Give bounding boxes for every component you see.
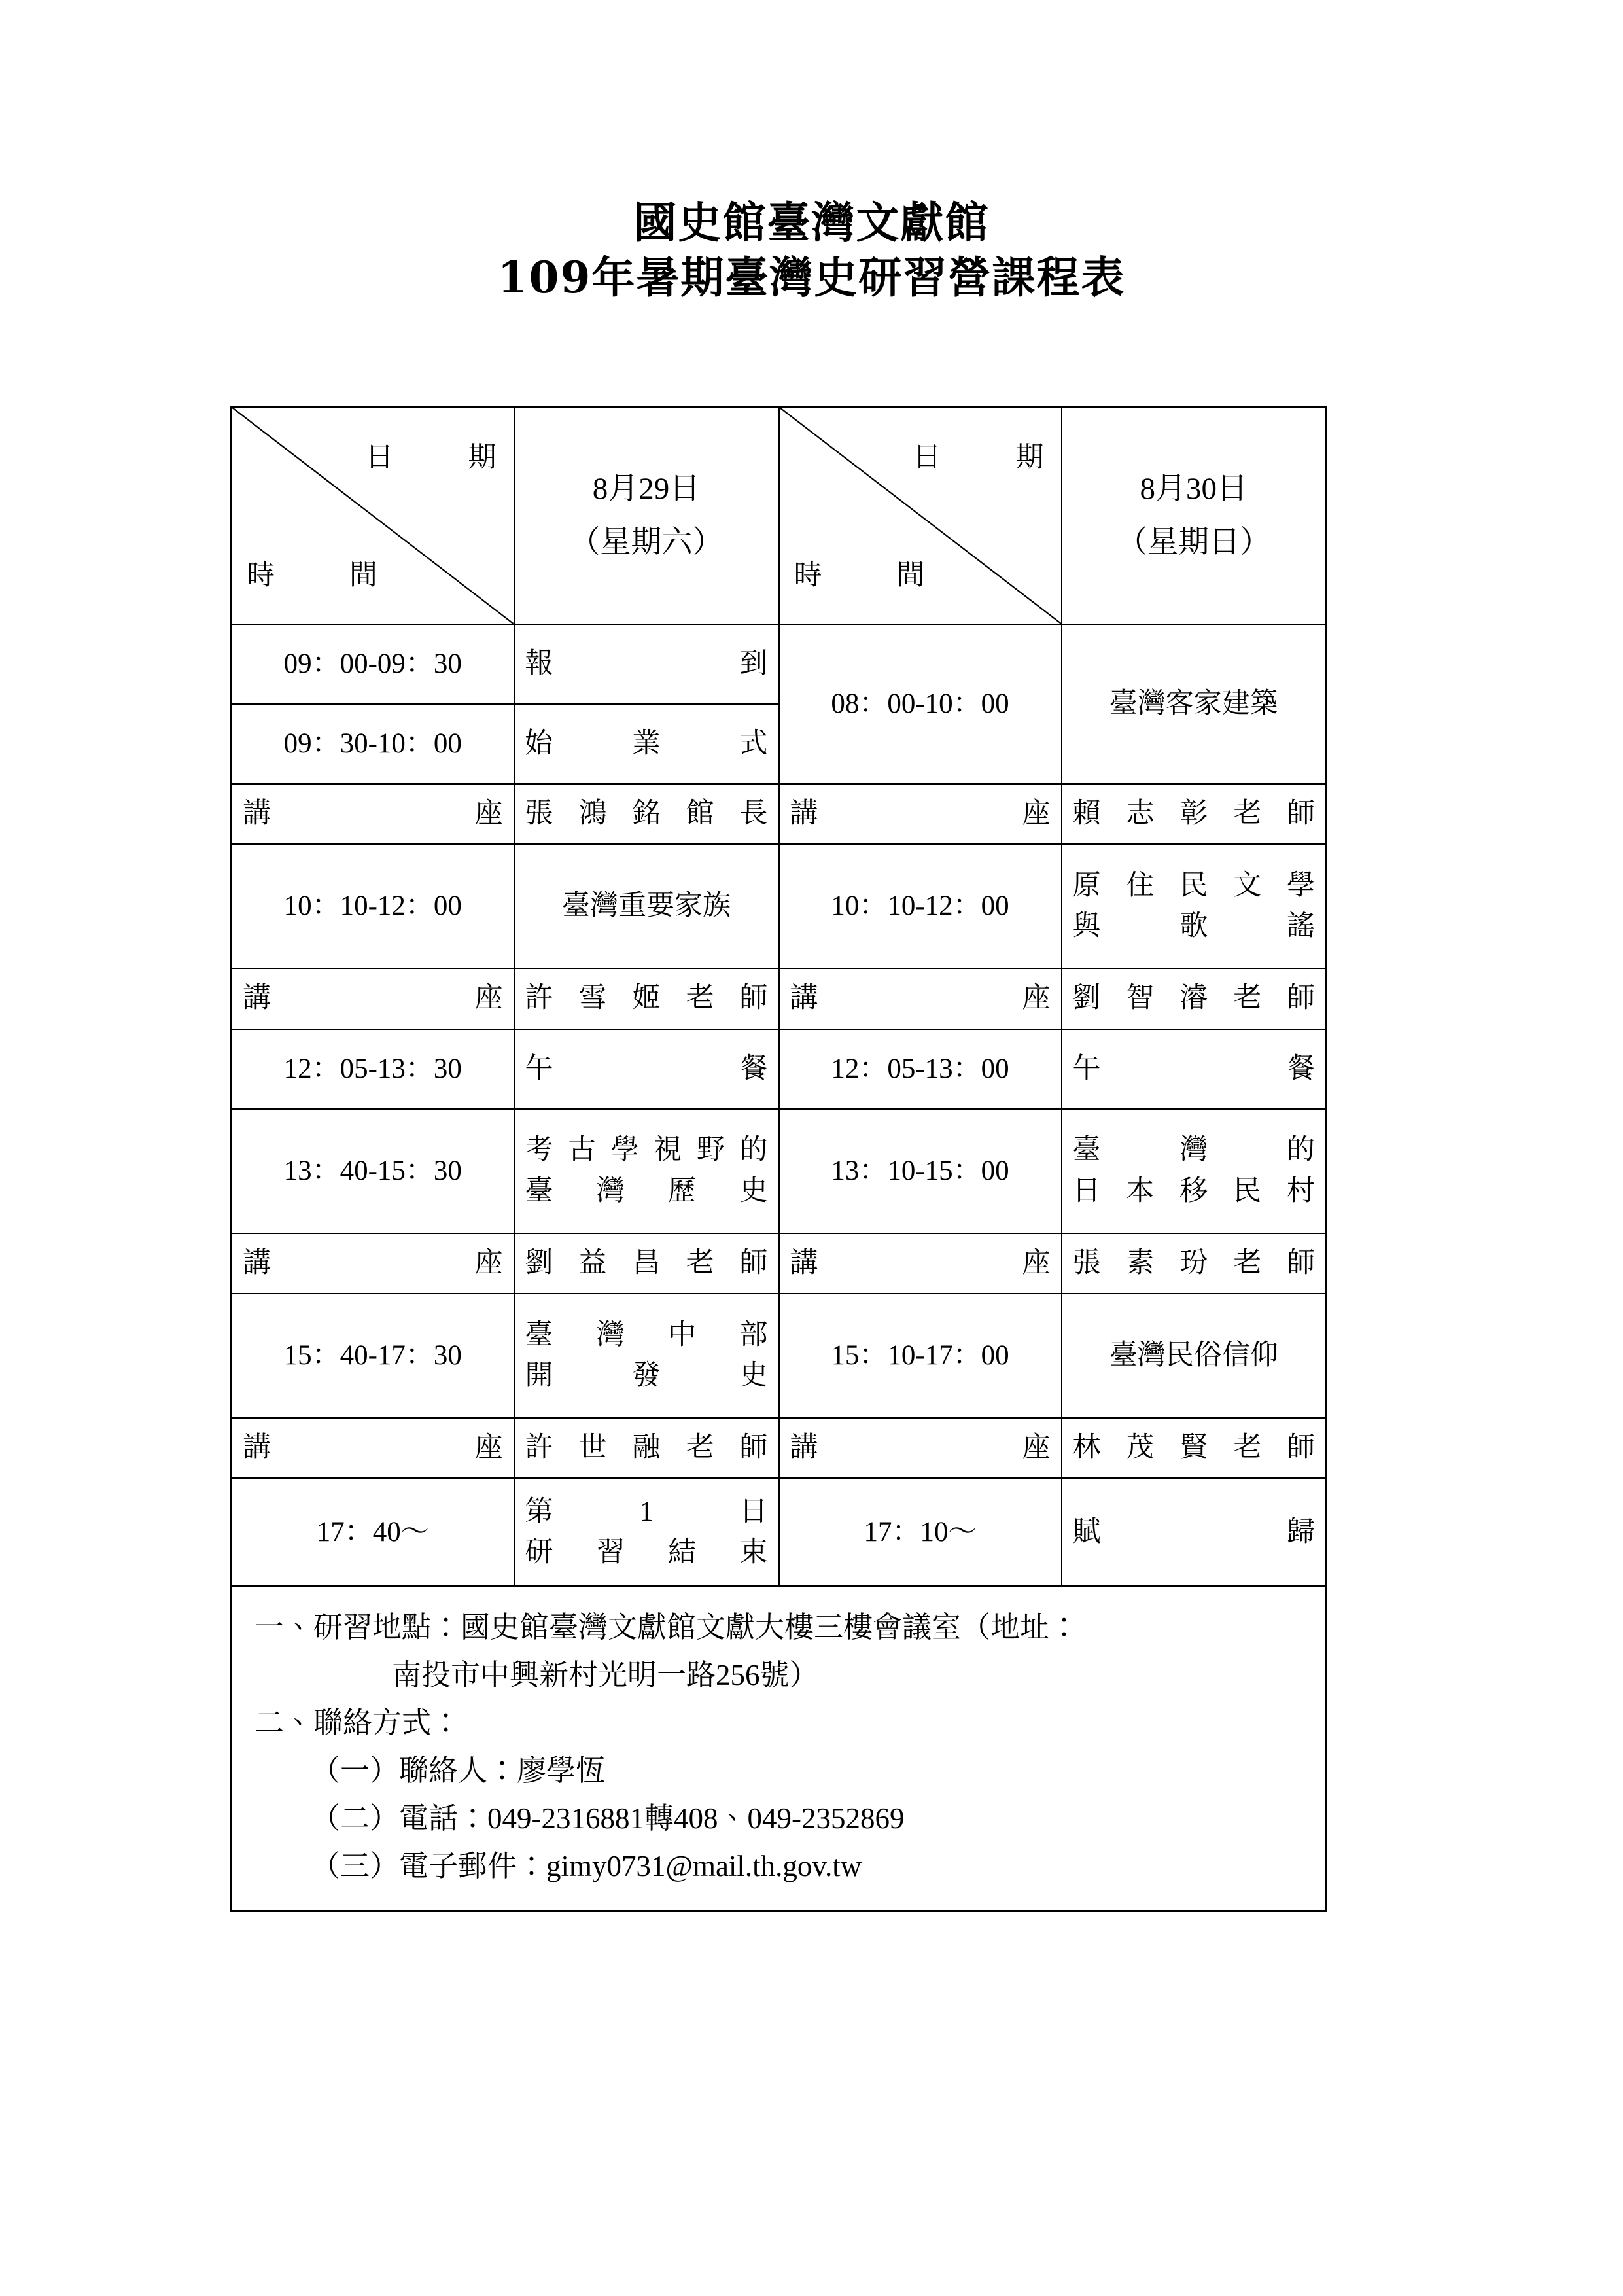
cell-speaker-right: 林茂賢老師 [1062,1418,1327,1478]
note-contact-person: （一）聯絡人：廖學恆 [311,1754,606,1788]
topic-line-1: 臺灣的 [1072,1135,1315,1166]
topic-line-2: 開發史 [525,1360,768,1392]
cell-lecture-label-right: 講座 [779,968,1062,1029]
table-row-speaker [232,1418,1327,1478]
table-header-row [232,407,1327,625]
cell-lecture-label-left: 講座 [232,784,514,844]
corner-date-label-left: 日期 [365,442,497,473]
cell-topic-left: 始業式 [514,704,779,784]
cell-time-right: 13：10-15：00 [779,1109,1062,1233]
cell-topic-left: 午餐 [514,1029,779,1109]
cell-time-right: 17：10～ [779,1478,1062,1586]
day-1-weekday: （星期六） [569,525,724,559]
table-row-closing [232,1478,1327,1586]
topic-line-1: 臺灣中部 [525,1319,768,1351]
corner-date-label-right: 日期 [913,442,1044,473]
table-row-speaker [232,968,1327,1029]
cell-topic-left: 臺灣重要家族 [514,844,779,968]
topic-line-2: 臺灣歷史 [525,1175,768,1207]
corner-time-label-left: 時間 [247,559,377,591]
table-row-speaker [232,1233,1327,1294]
topic-line-2: 與歌謠 [1072,911,1315,942]
topic-line-1: 原住民文學 [1072,870,1315,901]
cell-time-left: 09：00-09：30 [232,624,514,704]
note-venue-line-2: 南投市中興新村光明一路256號） [392,1659,819,1692]
topic-line-2: 日本移民村 [1072,1175,1315,1207]
corner-time-label-right: 時間 [794,559,925,591]
cell-lecture-label-left: 講座 [232,968,514,1029]
topic-line-2: 研習結束 [525,1536,768,1568]
cell-topic-right [1062,1109,1327,1233]
table-row [232,1109,1327,1233]
cell-time-left: 12：05-13：30 [232,1029,514,1109]
day-2-date: 8月30日 [1140,471,1248,506]
cell-lecture-label-right: 講座 [779,784,1062,844]
cell-lecture-label-left: 講座 [232,1418,514,1478]
cell-time-left: 10：10-12：00 [232,844,514,968]
day-1-date: 8月29日 [592,471,701,506]
table-row-speaker [232,784,1327,844]
cell-speaker-left: 許世融老師 [514,1418,779,1478]
topic-line-1: 考古學視野的 [525,1135,768,1166]
table-row [232,1294,1327,1418]
cell-speaker-left: 許雪姬老師 [514,968,779,1029]
day-1-header-cell [514,407,779,625]
notes-block [232,1587,1325,1909]
note-contact-email: （三）電子郵件：gimy0731@mail.th.gov.tw [311,1849,862,1882]
cell-time-right: 08：00-10：00 [779,624,1062,784]
day-2-header-cell [1062,407,1327,625]
cell-topic-left [514,1478,779,1586]
corner-cell-left [232,407,514,625]
cell-time-right: 15：10-17：00 [779,1294,1062,1418]
table-row-lunch [232,1029,1327,1109]
cell-topic-left [514,1294,779,1418]
cell-time-left: 15：40-17：30 [232,1294,514,1418]
table-row [232,844,1327,968]
schedule-table [230,406,1327,1912]
cell-time-left: 09：30-10：00 [232,704,514,784]
corner-cell-right [779,407,1062,625]
note-contact-heading: 二、聯絡方式： [254,1706,461,1740]
cell-speaker-right: 劉智濬老師 [1062,968,1327,1029]
table-row [232,624,1327,704]
page-title-primary: 國史館臺灣文獻館 [633,197,990,248]
page-title-secondary: 109年暑期臺灣史研習營課程表 [497,251,1126,303]
day-2-weekday: （星期日） [1117,525,1271,559]
cell-topic-left [514,1109,779,1233]
cell-topic-right: 臺灣客家建築 [1062,624,1327,784]
cell-time-right: 10：10-12：00 [779,844,1062,968]
cell-time-left: 13：40-15：30 [232,1109,514,1233]
note-contact-phone: （二）電話：049-2316881轉408、049-2352869 [311,1801,905,1835]
cell-topic-right: 午餐 [1062,1029,1327,1109]
cell-speaker-right: 張素玢老師 [1062,1233,1327,1294]
cell-topic-right: 賦歸 [1062,1478,1327,1586]
notes-cell [232,1586,1327,1911]
cell-time-right: 12：05-13：00 [779,1029,1062,1109]
topic-line-1: 第1日 [525,1496,768,1527]
document-titles [0,196,1623,306]
cell-lecture-label-left: 講座 [232,1233,514,1294]
cell-time-left: 17：40～ [232,1478,514,1586]
cell-topic-right: 臺灣民俗信仰 [1062,1294,1327,1418]
table-notes-row [232,1586,1327,1911]
cell-lecture-label-right: 講座 [779,1418,1062,1478]
cell-speaker-right: 賴志彰老師 [1062,784,1327,844]
cell-lecture-label-right: 講座 [779,1233,1062,1294]
schedule-table-wrapper [230,406,1325,1912]
note-venue-line-1: 一、研習地點：國史館臺灣文獻館文獻大樓三樓會議室（地址： [254,1611,1079,1644]
cell-topic-right [1062,844,1327,968]
cell-speaker-left: 張鴻銘館長 [514,784,779,844]
cell-speaker-left: 劉益昌老師 [514,1233,779,1294]
cell-topic-left: 報到 [514,624,779,704]
